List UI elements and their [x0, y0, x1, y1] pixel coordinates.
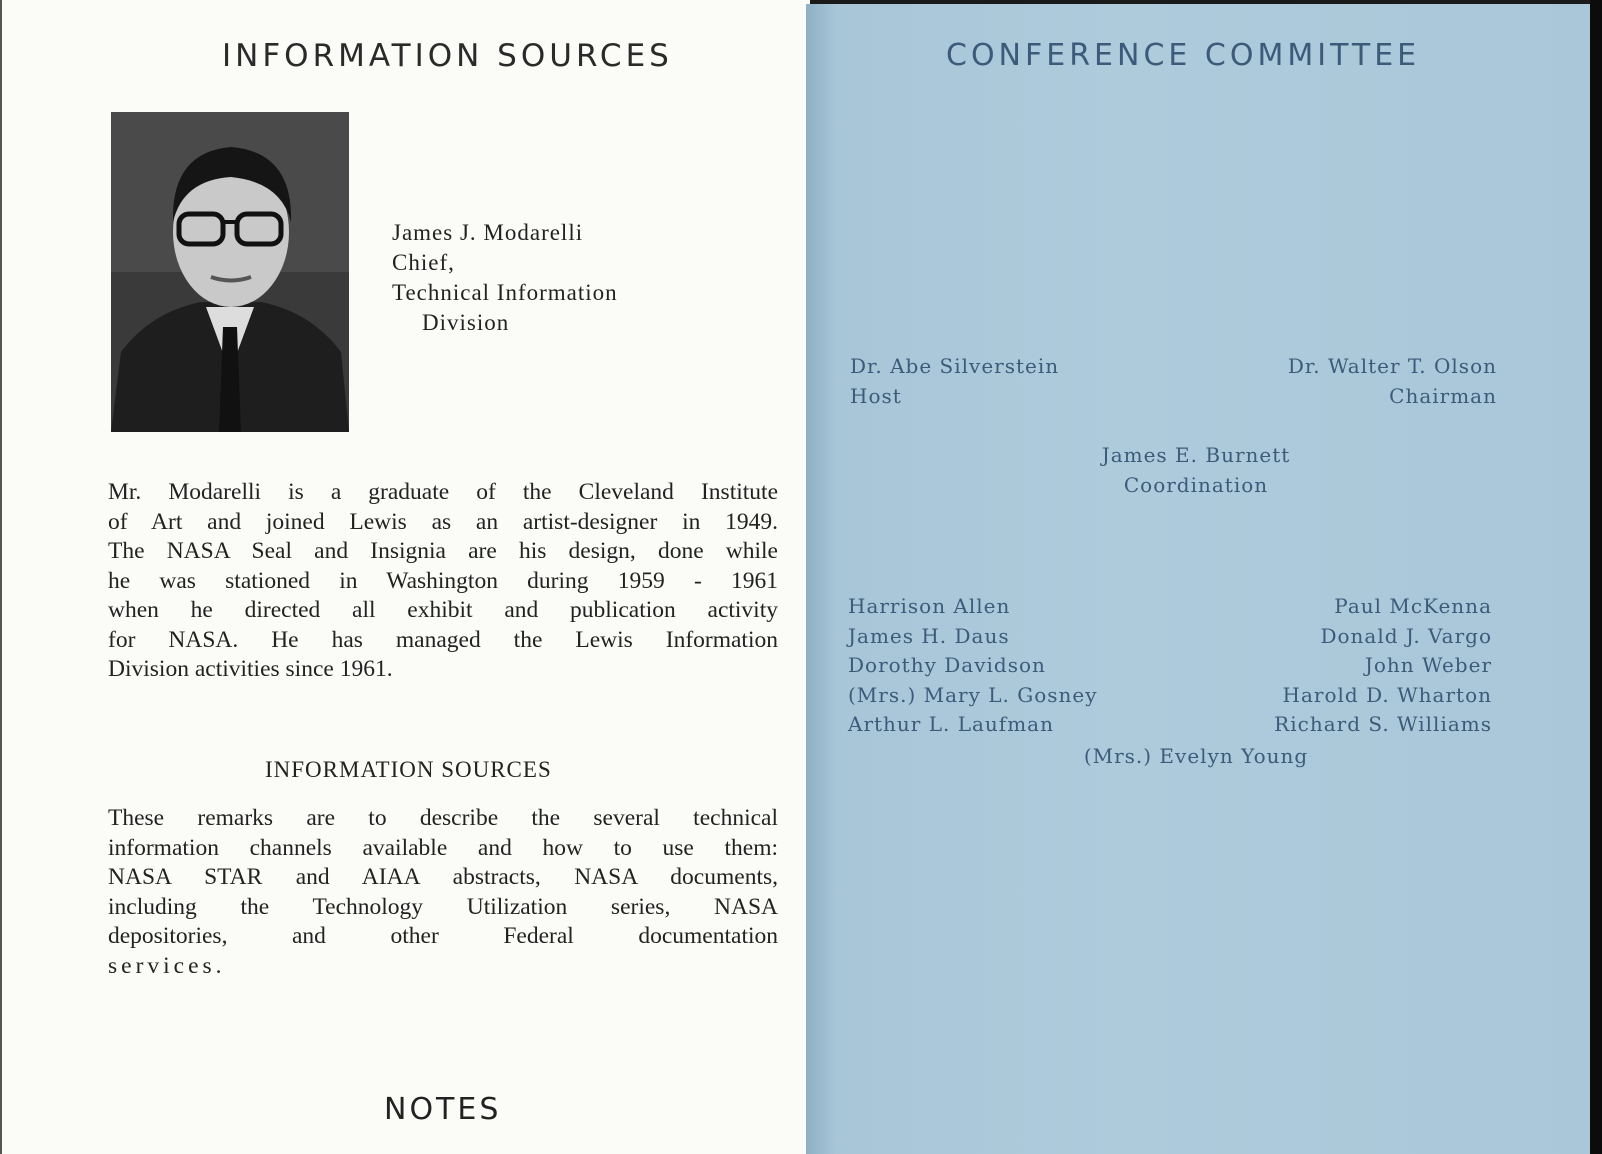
bio-line: when he directed all exhibit and publication activity	[108, 597, 778, 623]
chairman-role: Chairman	[1389, 383, 1497, 408]
portrait-caption	[392, 218, 618, 338]
bio-line: Division activities since 1961.	[108, 656, 393, 682]
coordinator-role: Coordination	[1123, 472, 1269, 497]
person-division: Division	[422, 310, 510, 335]
chairman-block	[1288, 352, 1497, 411]
member-name: James H. Daus	[848, 623, 1010, 648]
host-block	[850, 352, 1059, 411]
sources-line: services.	[108, 952, 226, 979]
portrait-image	[111, 112, 349, 432]
sources-line: information channels available and how to use them:	[108, 834, 778, 861]
sources-line: NASA STAR and AIAA abstracts, NASA documents,	[108, 864, 778, 890]
sources-line: depositories, and other Federal documentation	[108, 923, 778, 949]
member-name: John Weber	[1364, 653, 1492, 677]
member-center: (Mrs.) Evelyn Young	[1083, 744, 1309, 768]
chairman-name: Dr. Walter T. Olson	[1287, 354, 1497, 378]
member-name: Arthur L. Laufman	[848, 712, 1054, 736]
notes-heading: NOTES	[384, 1092, 502, 1127]
person-name: James J. Modarelli	[392, 220, 584, 245]
page-title: INFORMATION SOURCES	[222, 38, 673, 74]
member-name: Harold D. Wharton	[1282, 682, 1492, 707]
scan-edge	[1590, 0, 1602, 1154]
bio-line: he was stationed in Washington during 1959 - 1961	[108, 567, 778, 594]
member-name: Harrison Allen	[848, 594, 1011, 618]
coordination-block	[1046, 441, 1346, 500]
host-name: Dr. Abe Silverstein	[850, 354, 1060, 378]
right-page	[806, 4, 1590, 1154]
person-title: Chief,	[392, 250, 455, 275]
coordinator-name: James E. Burnett	[1101, 443, 1291, 467]
members-right	[1274, 592, 1492, 740]
host-role: Host	[850, 383, 902, 408]
sources-paragraph	[108, 804, 778, 981]
person-department: Technical Information	[392, 280, 618, 305]
sources-line: including the Technology Utilization series, NASA	[108, 893, 778, 920]
bio-line: for NASA. He has managed the Lewis Information	[108, 626, 778, 653]
bio-line: The NASA Seal and Insignia are his design, done while	[108, 538, 778, 564]
portrait-photo	[111, 112, 349, 432]
bio-line: of Art and joined Lewis as an artist-designer in 1949.	[108, 508, 778, 535]
members-left	[848, 592, 1098, 740]
bio-line: Mr. Modarelli is a graduate of the Cleveland Institute	[108, 479, 778, 505]
section-heading: INFORMATION SOURCES	[265, 757, 552, 782]
committee-title: CONFERENCE COMMITTEE	[946, 38, 1421, 73]
sources-line: These remarks are to describe the several technical	[108, 805, 778, 831]
member-name: Donald J. Vargo	[1320, 623, 1492, 648]
member-name: Dorothy Davidson	[848, 653, 1046, 677]
member-name: Paul McKenna	[1334, 594, 1492, 618]
member-name: Richard S. Williams	[1274, 712, 1492, 736]
bio-paragraph	[108, 478, 778, 685]
member-name: (Mrs.) Mary L. Gosney	[848, 682, 1098, 707]
